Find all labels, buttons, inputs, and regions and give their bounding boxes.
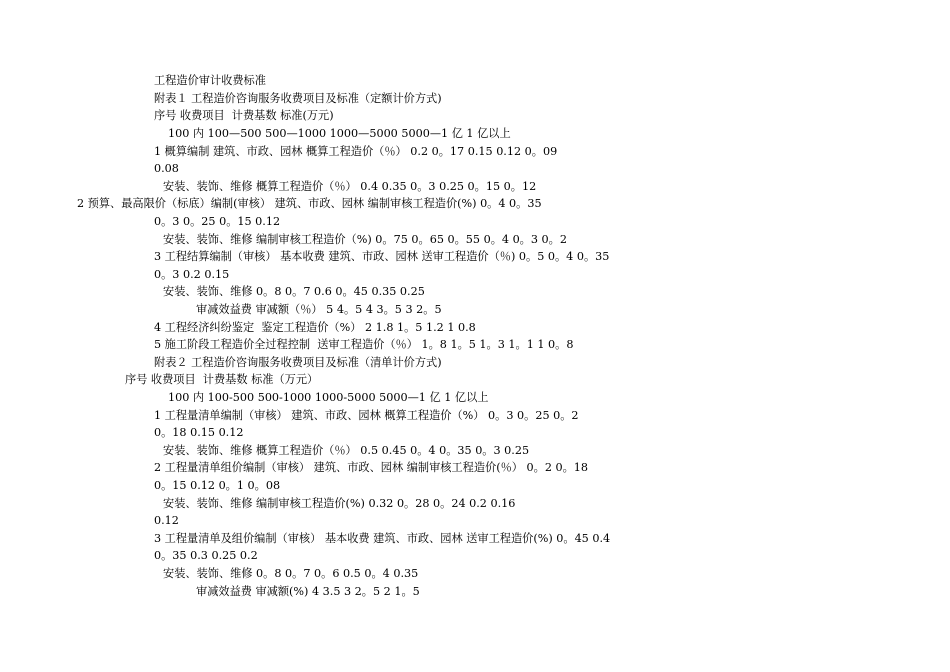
text-line: 0.08 [154, 162, 179, 175]
appendix-2-column-header: 序号 收费项目 计费基数 标准（万元） [125, 373, 319, 386]
text-line: 安装、装饰、维修 概算工程造价（％） 0.4 0.35 0。3 0.25 0。15 0。12 [163, 180, 537, 193]
text-line: 安装、装饰、维修 编制审核工程造价（%) 0。75 0。65 0。55 0。4 0。3 0。2 [163, 233, 567, 246]
text-line: 1 概算编制 建筑、市政、园林 概算工程造价（％） 0.2 0。17 0.15 0.12 0。09 [154, 145, 558, 158]
appendix-2-heading: 附表２ 工程造价咨询服务收费项目及标准（清单计价方式) [154, 356, 442, 369]
text-line: 0.12 [154, 514, 179, 527]
text-line: 审减效益费 审减额（％） 5 4。5 4 3。5 3 2。5 [196, 303, 442, 316]
appendix-1-column-header: 序号 收费项目 计费基数 标准(万元) [154, 109, 334, 122]
text-line: 2 预算、最高限价（标底）编制(审核） 建筑、市政、园林 编制审核工程造价(%) 0。4 0。35 [77, 197, 542, 210]
appendix-1-bracket-header: 100 内 100—500 500—1000 1000—5000 5000—1 亿 1 亿以上 [168, 127, 511, 140]
appendix-1-heading: 附表１ 工程造价咨询服务收费项目及标准（定额计价方式) [154, 92, 442, 105]
text-line: 1 工程量清单编制（审核） 建筑、市政、园林 概算工程造价（%） 0。3 0。25 0。2 [154, 409, 579, 422]
text-line: 0。18 0.15 0.12 [154, 426, 244, 439]
text-line: 安装、装饰、维修 概算工程造价（％） 0.5 0.45 0。4 0。35 0。3 0.25 [163, 444, 530, 457]
text-line: 3 工程结算编制（审核） 基本收费 建筑、市政、园林 送审工程造价（％) 0。5 0。4 0。35 [154, 250, 610, 263]
text-line: 安装、装饰、维修 0。8 0。7 0.6 0。45 0.35 0.25 [163, 285, 425, 298]
text-line: 安装、装饰、维修 编制审核工程造价(%) 0.32 0。28 0。24 0.2 0.16 [163, 497, 516, 510]
text-line: 0。35 0.3 0.25 0.2 [154, 549, 258, 562]
document-title: 工程造价审计收费标准 [154, 74, 266, 87]
text-line: 0。15 0.12 0。1 0。08 [154, 479, 281, 492]
text-line: 4 工程经济纠纷鉴定 鉴定工程造价（%） 2 1.8 1。5 1.2 1 0.8 [154, 321, 476, 334]
text-line: 5 施工阶段工程造价全过程控制 送审工程造价（％） 1。8 1。5 1。3 1。1 1 0。8 [154, 338, 574, 351]
text-line: 0。3 0。25 0。15 0.12 [154, 215, 281, 228]
text-line: 0。3 0.2 0.15 [154, 268, 230, 281]
text-line: 安装、装饰、维修 0。8 0。7 0。6 0.5 0。4 0.35 [163, 567, 419, 580]
text-line: 3 工程量清单及组价编制（审核） 基本收费 建筑、市政、园林 送审工程造价(%) 0。45 0.4 [154, 532, 611, 545]
text-line: 2 工程量清单组价编制（审核） 建筑、市政、园林 编制审核工程造价(％） 0。2 0。18 [154, 461, 589, 474]
text-line: 审减效益费 审减额(%) 4 3.5 3 2。5 2 1。5 [196, 585, 420, 598]
appendix-2-bracket-header: 100 内 100-500 500-1000 1000-5000 5000—1 亿 1 亿以上 [168, 391, 489, 404]
